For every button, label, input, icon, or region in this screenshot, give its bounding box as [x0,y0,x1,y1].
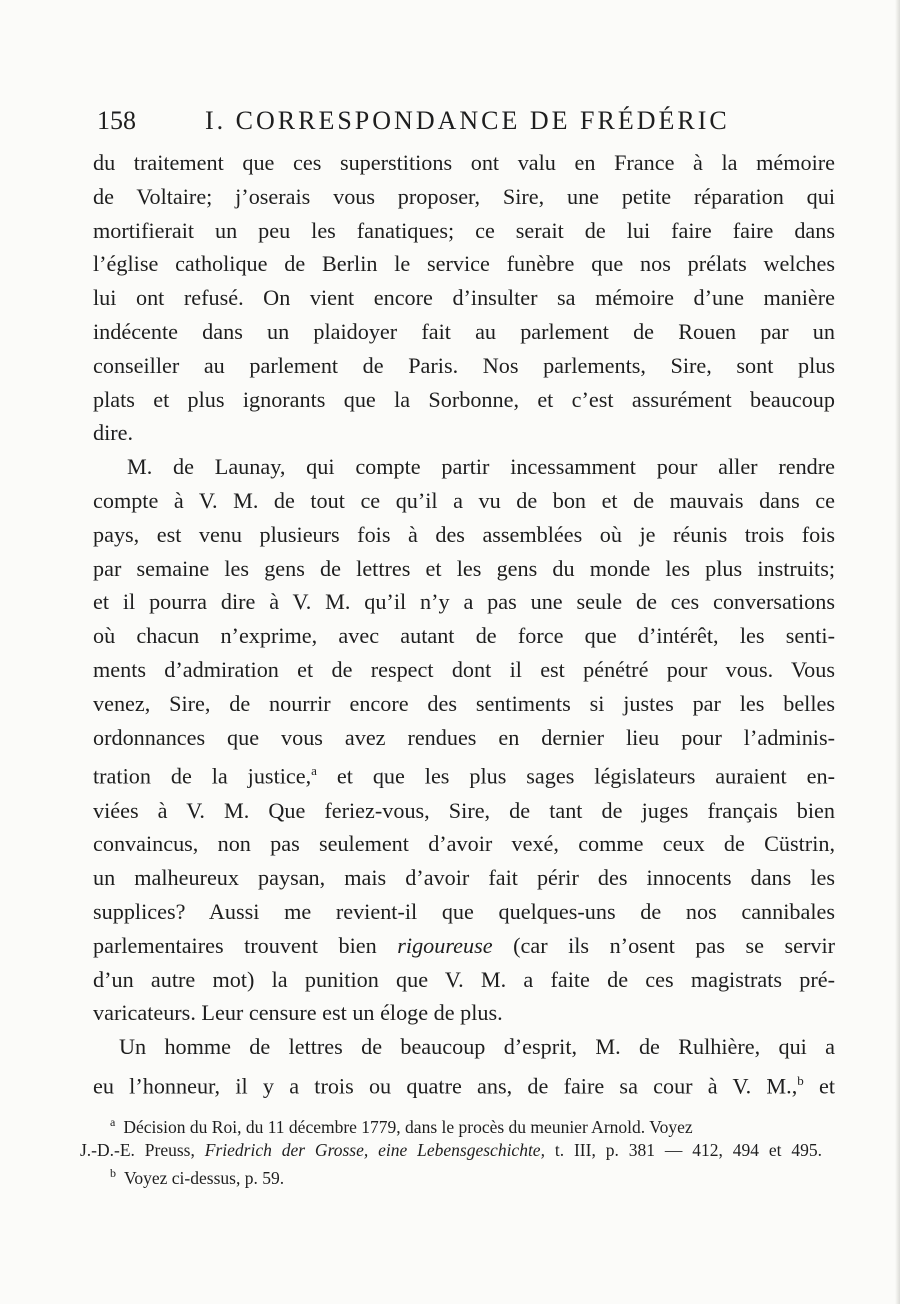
text-line: lui ont refusé. On vient encore d’insulter sa mémoire d’une manière [93,285,835,311]
text-line [93,1064,835,1103]
text-line: pays, est venu plusieurs fois à des assemblées où je réunis trois fois [93,521,835,547]
text-line: du traitement que ces superstitions ont valu en France à la mémoire [93,150,835,175]
text-line: supplices? Aussi me revient-il que quelques-uns de nos cannibales [93,898,835,924]
italic-word: rigoureuse [397,932,493,958]
footnote-marker: a [110,1115,116,1129]
text-line: ordonnances que vous avez rendues en dernier lieu pour l’adminis- [93,724,835,750]
footnote-text: t. III, p. 381 — 412, 494 et 495. [554,1139,822,1160]
footnote-text: Décision du Roi, du 11 décembre 1779, dans le procès du meunier Arnold. Voyez [123,1116,693,1137]
footnote-a [80,1111,822,1139]
text-line: viées à V. M. Que feriez-vous, Sire, de tant de juges français bien [93,797,835,823]
text-line: compte à V. M. de tout ce qu’il a vu de bon et de mauvais dans ce [93,487,835,513]
text-line: venez, Sire, de nourrir encore des sentiments si justes par les belles [93,690,835,716]
text-fragment: et que les plus sages législateurs auraient en- [336,763,835,789]
text-line [93,929,835,963]
text-fragment: et [818,1073,835,1099]
footnote-b [80,1162,822,1190]
footnote-text: Voyez ci-dessus, p. 59. [124,1167,285,1188]
text-fragment: tration de la justice, [93,763,312,789]
footnote-ref-a[interactable]: a [311,763,317,779]
text-fragment: eu l’honneur, il y a trois ou quatre ans, de faire sa cour à V. M., [93,1073,798,1099]
text-line: conseiller au parlement de Paris. Nos parlements, Sire, sont plus [93,352,835,378]
running-title: I. CORRESPONDANCE DE FRÉDÉRIC [205,106,730,135]
text-line: indécente dans un plaidoyer fait au parlement de Rouen par un [93,318,835,344]
text-line: d’un autre mot) la punition que V. M. a faite de ces magistrats pré- [93,966,835,992]
text-fragment: (car ils n’osent pas se servir [513,932,836,958]
text-line: plats et plus ignorants que la Sorbonne, et c’est assurément beaucoup [93,386,835,412]
text-line: Un homme de lettres de beaucoup d’esprit, M. de Rulhière, qui a [119,1034,835,1060]
text-line: varicateurs. Leur censure est un éloge de plus. [93,1000,503,1026]
text-line: par semaine les gens de lettres et les gens du monde les plus instruits; [93,555,835,581]
footnote-marker: b [110,1165,116,1180]
cited-work-title: Friedrich der Grosse, eine Lebensgeschichte, [204,1139,545,1160]
text-line: de Voltaire; j’oserais vous proposer, Sire, une petite réparation qui [93,183,835,209]
body-text [93,146,835,1103]
footnote-ref-b[interactable]: b [797,1072,804,1088]
text-line: l’église catholique de Berlin le service funèbre que nos prélats welches [93,251,835,277]
text-line: M. de Launay, qui compte partir incessamment pour aller rendre [127,454,835,480]
footnotes [80,1111,822,1190]
text-line: ments d’admiration et de respect dont il est pénétré pour vous. Vous [93,656,835,682]
text-fragment: parlementaires trouvent bien [93,932,377,958]
text-line: dire. [93,420,134,446]
text-line: convaincus, non pas seulement d’avoir vexé, comme ceux de Cüstrin, [93,831,835,857]
text-line: mortifierait un peu les fanatiques; ce serait de lui faire faire dans [93,217,835,243]
page-number: 158 [97,106,136,135]
scan-edge [895,0,900,1304]
footnote-text: J.-D.-E. Preuss, [80,1139,195,1160]
footnote-a-continued [80,1139,822,1162]
text-line [93,754,835,793]
text-line: où chacun n’exprime, avec autant de force que d’intérêt, les senti- [93,623,835,649]
text-line: et il pourra dire à V. M. qu’il n’y a pas une seule de ces conversations [93,589,835,615]
text-line: un malheureux paysan, mais d’avoir fait périr des innocents dans les [93,865,835,891]
